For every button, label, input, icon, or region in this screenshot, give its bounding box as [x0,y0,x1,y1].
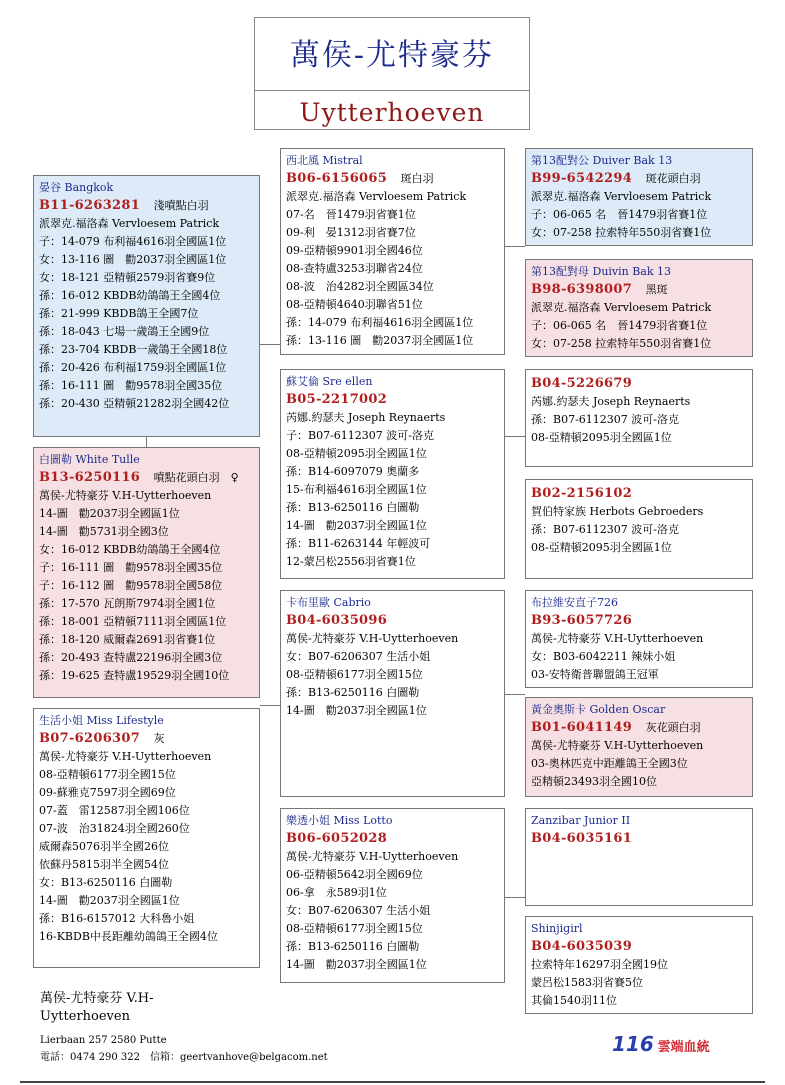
info-line: 孫：B13-6250116 白圖勒 [286,686,420,699]
info-line: 14-圖 勸2037羽全國區1位 [39,507,180,520]
pigeon-name: 晏谷 Bangkok [39,181,114,194]
info-line: 14-圖 勸5731羽全國3位 [39,525,169,538]
info-line: 孫：20-493 查特盧22196羽全國3位 [39,651,223,664]
info-line: 14-圖 勸2037羽全國區1位 [286,704,427,717]
info-line: 派翠克.福洛森 Vervloesem Patrick [39,217,220,230]
title-divider [255,90,529,91]
info-line: 孫：17-570 瓦朗斯7974羽全國1位 [39,597,216,610]
pigeon-name: 樂透小姐 Miss Lotto [286,814,393,827]
info-line: 蒙呂松1583羽省賽5位 [531,976,643,989]
info-line: 孫：B11-6263144 年輕波可 [286,537,431,550]
info-line: 派翠克.福洛森 Vervloesem Patrick [531,301,712,314]
info-line: 孫：B14-6097079 奧蘭多 [286,465,420,478]
pigeon-name: 西北風 Mistral [286,154,363,167]
info-line: 女：B07-6206307 生活小姐 [286,904,431,917]
ring-row [531,484,747,503]
ring-row [531,280,747,299]
info-line: 亞精頓23493羽全國10位 [531,775,657,788]
ring-row [286,829,499,848]
info-line: 09-亞精頓9901羽全國46位 [286,244,423,257]
great-granddam-box [525,259,753,357]
ring-number: B01-6041149 [531,720,633,735]
info-line: 孫：18-001 亞精頓7111羽全國區1位 [39,615,227,628]
info-line: 孫：B16-6157012 大科魯小姐 [39,912,195,925]
info-line: 威爾森5076羽半全國26位 [39,840,169,853]
color-description: 灰 [153,732,165,745]
info-line: 派翠克.福洛森 Vervloesem Patrick [286,190,467,203]
color-description: 灰花頭白羽 [645,721,701,734]
info-line: 子：16-112 圖 勸9578羽全國58位 [39,579,223,592]
info-line: 其倫1540羽11位 [531,994,617,1007]
info-line: 08-亞精頓6177羽全國15位 [286,668,423,681]
connector-line [505,897,525,898]
info-line: 孫：20-430 亞精頓21282羽全國42位 [39,397,230,410]
info-line: 15-布利福4616羽全國區1位 [286,483,427,496]
info-line: 女：07-258 拉索特年550羽省賽1位 [531,226,712,239]
ring-row [286,390,499,409]
info-line: 子：16-111 圖 勸9578羽全國35位 [39,561,223,574]
sire-dam-box [280,369,505,579]
info-line: 萬侯-尤特豪芬 V.H-Uytterhoeven [286,632,459,645]
info-line: 孫：16-111 圖 勸9578羽全國35位 [39,379,223,392]
connector-line [146,437,147,447]
loft-name-chinese: 萬侯-尤特豪芬 [289,38,495,73]
ring-number: B04-6035096 [286,613,388,628]
pigeon-name: Shinjigirl [531,922,583,935]
info-line: 16-KBDB中長距離幼鴿鴿王全國4位 [39,930,218,943]
info-line: 03-奧林匹克中距離鴿王全國3位 [531,757,688,770]
info-line: 拉索特年16297羽全國19位 [531,958,668,971]
info-line: 女：18-121 亞精頓2579羽省賽9位 [39,271,216,284]
sire-box [280,148,505,355]
ring-row [531,937,747,956]
ring-number: B93-6057726 [531,613,633,628]
dam-dam-box [33,708,260,968]
info-line: 孫：B13-6250116 白圖勒 [286,940,420,953]
info-line: 08-亞精頓2095羽全國區1位 [531,431,672,444]
pigeon-name: 第13配對公 Duiver Bak 13 [531,154,673,167]
ring-number: B06-6052028 [286,831,388,846]
dam-dam-dam-box [280,808,505,983]
info-line: 孫：B07-6112307 波可-洛克 [531,523,680,536]
info-line: 14-圖 勸2037羽全國區1位 [286,519,427,532]
pigeon-name: 蘇艾倫 Sre ellen [286,375,373,388]
info-line: 孫：23-704 KBDB一歲鴿王全國18位 [39,343,228,356]
info-line: 03-安特衛普聯盟鴿王冠軍 [531,668,659,681]
info-line: 06-亞精頓5642羽全國69位 [286,868,423,881]
great-grandsire-box [525,590,753,688]
info-line: 07-蓋 雷12587羽全國106位 [39,804,190,817]
ring-row [39,729,254,748]
info-line: 08-亞精頓6177羽全國15位 [39,768,176,781]
color-description: 噴點花頭白羽 ♀ [153,471,239,484]
ring-row [286,169,499,188]
connector-line [260,344,280,345]
connector-line [505,436,525,437]
info-line: 孫：20-426 布利福1759羽全國區1位 [39,361,227,374]
info-line: 萬侯-尤特豪芬 V.H-Uytterhoeven [286,850,459,863]
ring-row [39,196,254,215]
subject-pigeon-box [33,175,260,437]
info-line: 07-波 治31824羽全國260位 [39,822,190,835]
info-line: 孫：18-043 七場一歲鴿王全國9位 [39,325,210,338]
info-line: 12-蒙呂松2556羽省賽1位 [286,555,416,568]
color-description: 淺噴點白羽 [153,199,209,212]
ring-number: B05-2217002 [286,392,388,407]
pigeon-name: 卡布里歐 Cabrio [286,596,371,609]
logo-text: 雲端血統 [657,1040,710,1055]
info-line: 06-拿 永589羽1位 [286,886,387,899]
info-line: 女：B03-6042211 辣妹小姐 [531,650,676,663]
info-line: 孫：14-079 布利福4616羽全國區1位 [286,316,474,329]
info-line: 08-亞精頓2095羽全國區1位 [531,541,672,554]
info-line: 派翠克.福洛森 Vervloesem Patrick [531,190,712,203]
logo-number: 116 [612,1032,654,1056]
info-line: 08-亞精頓2095羽全國區1位 [286,447,427,460]
ring-number: B04-6035161 [531,831,633,846]
ring-number: B06-6156065 [286,171,388,186]
pigeon-name: 生活小姐 Miss Lifestyle [39,714,164,727]
ring-row [531,374,747,393]
ring-number: B98-6398007 [531,282,633,297]
info-line: 芮娜.約瑟夫 Joseph Reynaerts [286,411,446,424]
info-line: 09-蘇雅克7597羽全國69位 [39,786,176,799]
info-line: 芮娜.約瑟夫 Joseph Reynaerts [531,395,691,408]
ring-row [531,829,747,848]
dam-box [33,447,260,698]
great-grandsire-box [525,148,753,246]
info-line: 女：13-116 圖 勸2037羽全國區1位 [39,253,227,266]
ring-row [39,468,254,487]
dam-sire-box [280,590,505,797]
info-line: 孫：18-120 威爾森2691羽省賽1位 [39,633,216,646]
great-granddam-box [525,916,753,1014]
color-description: 黑斑 [645,283,668,296]
ring-number: B04-6035039 [531,939,633,954]
info-line: 孫：21-999 KBDB鴿王全國7位 [39,307,199,320]
info-line: 女：B07-6206307 生活小姐 [286,650,431,663]
connector-line [505,246,525,247]
ring-number: B04-5226679 [531,376,633,391]
info-line: 08-亞精頓4640羽聯省51位 [286,298,423,311]
info-line: 依蘇丹5815羽半全國54位 [39,858,169,871]
loft-name-english: Uytterhoeven [299,98,485,127]
great-granddam-box [525,697,753,797]
info-line: 14-圖 勸2037羽全國區1位 [39,894,180,907]
info-line: 08-亞精頓6177羽全國15位 [286,922,423,935]
breeder-address: Lierbaan 257 2580 Putte [40,1035,167,1046]
info-line: 孫：16-012 KBDB幼鴿鴿王全國4位 [39,289,221,302]
ring-number: B13-6250116 [39,470,141,485]
info-line: 萬侯-尤特豪芬 V.H-Uytterhoeven [531,632,704,645]
info-line: 女：16-012 KBDB幼鴿鴿王全國4位 [39,543,221,556]
info-line: 萬侯-尤特豪芬 V.H-Uytterhoeven [39,750,212,763]
info-line: 14-圖 勸2037羽全國區1位 [286,958,427,971]
ring-row [531,169,747,188]
info-line: 女：07-258 拉索特年550羽省賽1位 [531,337,712,350]
info-line: 孫：13-116 圖 勸2037羽全國區1位 [286,334,474,347]
great-grandsire-box [525,369,753,467]
ring-row [286,611,499,630]
connector-line [505,694,525,695]
info-line: 賀伯特家族 Herbots Gebroeders [531,505,704,518]
ring-number: B11-6263281 [39,198,141,213]
color-description: 斑白羽 [400,172,434,185]
info-line: 孫：B07-6112307 波可-洛克 [531,413,680,426]
info-line: 09-利 晏1312羽省賽7位 [286,226,416,239]
connector-line [260,705,280,706]
info-line: 孫：B13-6250116 白圖勒 [286,501,420,514]
pigeon-name: 黃金奧斯卡 Golden Oscar [531,703,666,716]
pedigree-title-box [254,17,530,130]
pigeon-name: 第13配對母 Duivin Bak 13 [531,265,672,278]
pigeon-name: Zanzibar Junior II [531,814,631,827]
pigeon-name: 布拉維安直子726 [531,596,618,609]
ring-row [531,718,747,737]
info-line: 女：B13-6250116 白圖勒 [39,876,173,889]
great-granddam-box [525,479,753,579]
info-line: 孫：19-625 查特盧19529羽全國10位 [39,669,230,682]
site-logo [612,1032,710,1056]
breeder-contact [40,1032,328,1066]
breeder-phone-email: 電話：0474 290 322 信箱：geertvanhove@belgacom.net [40,1052,328,1063]
breeder-name: 萬侯-尤特豪芬 V.H-Uytterhoeven [40,991,154,1024]
info-line: 08-查特盧3253羽聯省24位 [286,262,423,275]
bottom-divider [20,1081,765,1083]
info-line: 子：06-065 名 晉1479羽省賽1位 [531,319,708,332]
ring-number: B99-6542294 [531,171,633,186]
info-line: 萬侯-尤特豪芬 V.H-Uytterhoeven [39,489,212,502]
great-grandsire-box [525,808,753,906]
color-description: 斑花頭白羽 [645,172,701,185]
ring-number: B02-2156102 [531,486,633,501]
info-line: 萬侯-尤特豪芬 V.H-Uytterhoeven [531,739,704,752]
info-line: 子：B07-6112307 波可-洛克 [286,429,435,442]
info-line: 07-名 晉1479羽省賽1位 [286,208,416,221]
ring-number: B07-6206307 [39,731,141,746]
pigeon-name: 白圖勒 White Tulle [39,453,140,466]
ring-row [531,611,747,630]
info-line: 08-波 治4282羽全國區34位 [286,280,434,293]
info-line: 子：06-065 名 晉1479羽省賽1位 [531,208,708,221]
info-line: 子：14-079 布利福4616羽全國區1位 [39,235,227,248]
